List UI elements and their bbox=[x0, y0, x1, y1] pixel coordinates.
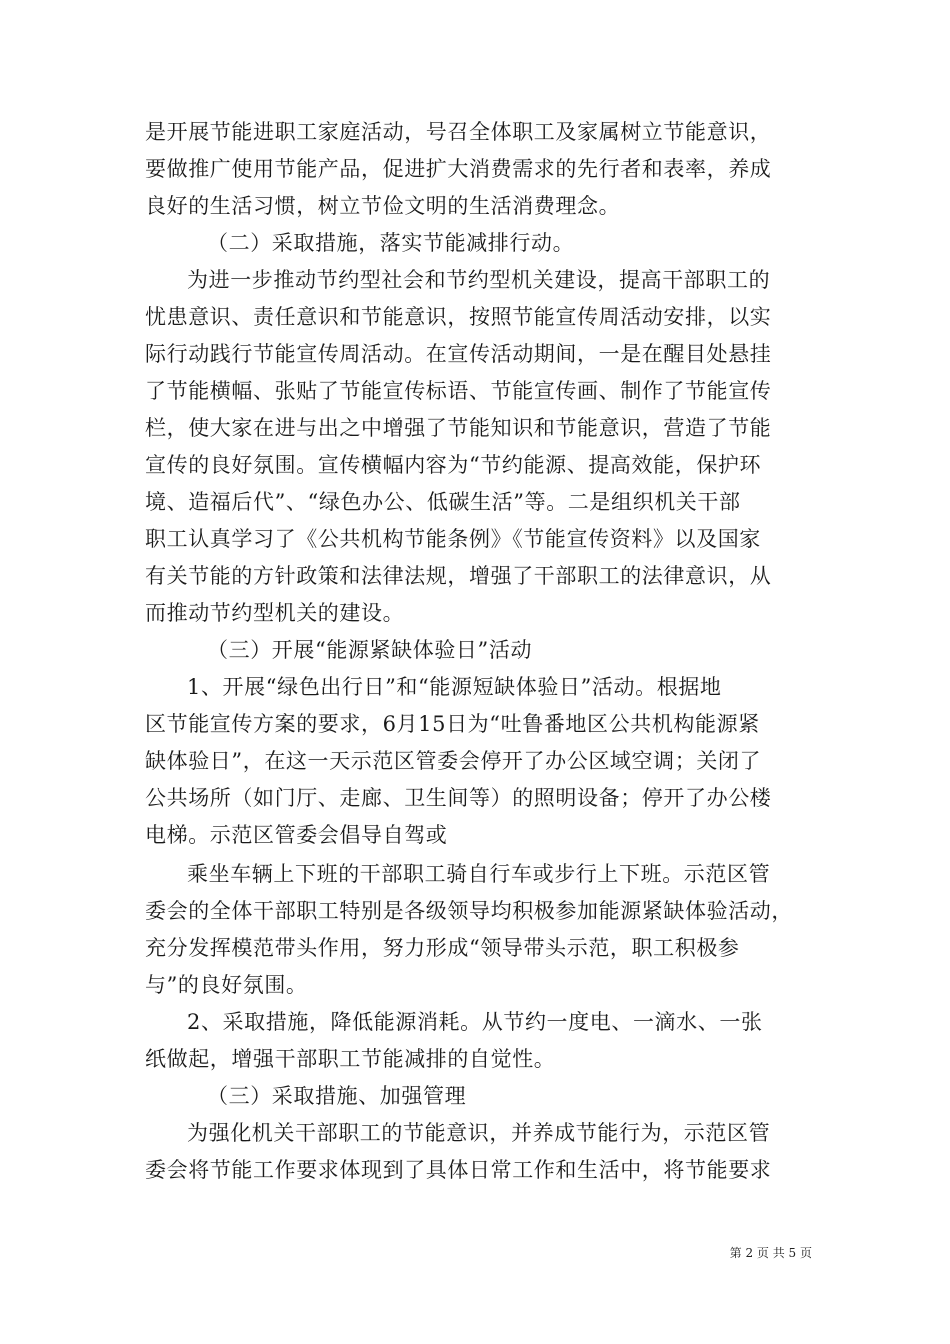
text-line: 而推动节约型机关的建设。 bbox=[145, 601, 405, 625]
text-line: 职工认真学习了《公共机构节能条例》《节能宣传资料》以及国家 bbox=[145, 527, 761, 551]
text-line: 区节能宣传方案的要求，6月15日为“吐鲁番地区公共机构能源紧 bbox=[145, 712, 760, 736]
text-line: 为进一步推动节约型社会和节约型机关建设，提高干部职工的 bbox=[187, 268, 771, 292]
text-line: 要做推广使用节能产品，促进扩大消费需求的先行者和表率，养成 bbox=[145, 157, 772, 181]
text-line: 栏，使大家在进与出之中增强了节能知识和节能意识，营造了节能 bbox=[145, 416, 772, 440]
text-line: 委会将节能工作要求体现到了具体日常工作和生活中，将节能要求 bbox=[145, 1158, 772, 1182]
text-line: 缺体验日”，在这一天示范区管委会停开了办公区域空调；关闭了 bbox=[145, 749, 762, 773]
text-line: 宣传的良好氛围。宣传横幅内容为“节约能源、提高效能，保护环 bbox=[145, 453, 762, 477]
section-heading: （二）采取措施，落实节能减排行动。 bbox=[207, 231, 575, 255]
text-line: 1、开展“绿色出行日”和“能源短缺体验日”活动。根据地 bbox=[187, 675, 722, 699]
section-heading: （三）采取措施、加强管理 bbox=[207, 1084, 467, 1108]
text-line: 良好的生活习惯，树立节俭文明的生活消费理念。 bbox=[145, 194, 621, 218]
text-line: 际行动践行节能宣传周活动。在宣传活动期间，一是在醒目处悬挂 bbox=[145, 342, 772, 366]
text-line: 公共场所（如门厅、走廊、卫生间等）的照明设备；停开了办公楼 bbox=[145, 786, 772, 810]
text-line: 充分发挥模范带头作用，努力形成“领导带头示范，职工积极参 bbox=[145, 936, 740, 960]
text-line: 与”的良好氛围。 bbox=[145, 973, 308, 997]
text-line: 委会的全体干部职工特别是各级领导均积极参加能源紧缺体验活动， bbox=[145, 899, 793, 923]
text-line: 境、造福后代”、“绿色办公、低碳生活”等。二是组织机关干部 bbox=[145, 490, 741, 514]
page-number: 第 2 页 共 5 页 bbox=[729, 1246, 812, 1260]
text-line: 电梯。示范区管委会倡导自驾或 bbox=[145, 823, 448, 847]
text-line: 有关节能的方针政策和法律法规，增强了干部职工的法律意识，从 bbox=[145, 564, 772, 588]
text-line: 乘坐车辆上下班的干部职工骑自行车或步行上下班。示范区管 bbox=[187, 862, 771, 886]
text-line: 2、采取措施，降低能源消耗。从节约一度电、一滴水、一张 bbox=[187, 1010, 763, 1034]
text-line: 纸做起，增强干部职工节能减排的自觉性。 bbox=[145, 1047, 556, 1071]
text-line: 是开展节能进职工家庭活动，号召全体职工及家属树立节能意识， bbox=[145, 120, 772, 144]
text-line: 忧患意识、责任意识和节能意识，按照节能宣传周活动安排，以实 bbox=[145, 305, 772, 329]
text-line: 为强化机关干部职工的节能意识，并养成节能行为，示范区管 bbox=[187, 1121, 771, 1145]
text-line: 了节能横幅、张贴了节能宣传标语、节能宣传画、制作了节能宣传 bbox=[145, 379, 772, 403]
section-heading: （三）开展“能源紧缺体验日”活动 bbox=[207, 638, 533, 662]
